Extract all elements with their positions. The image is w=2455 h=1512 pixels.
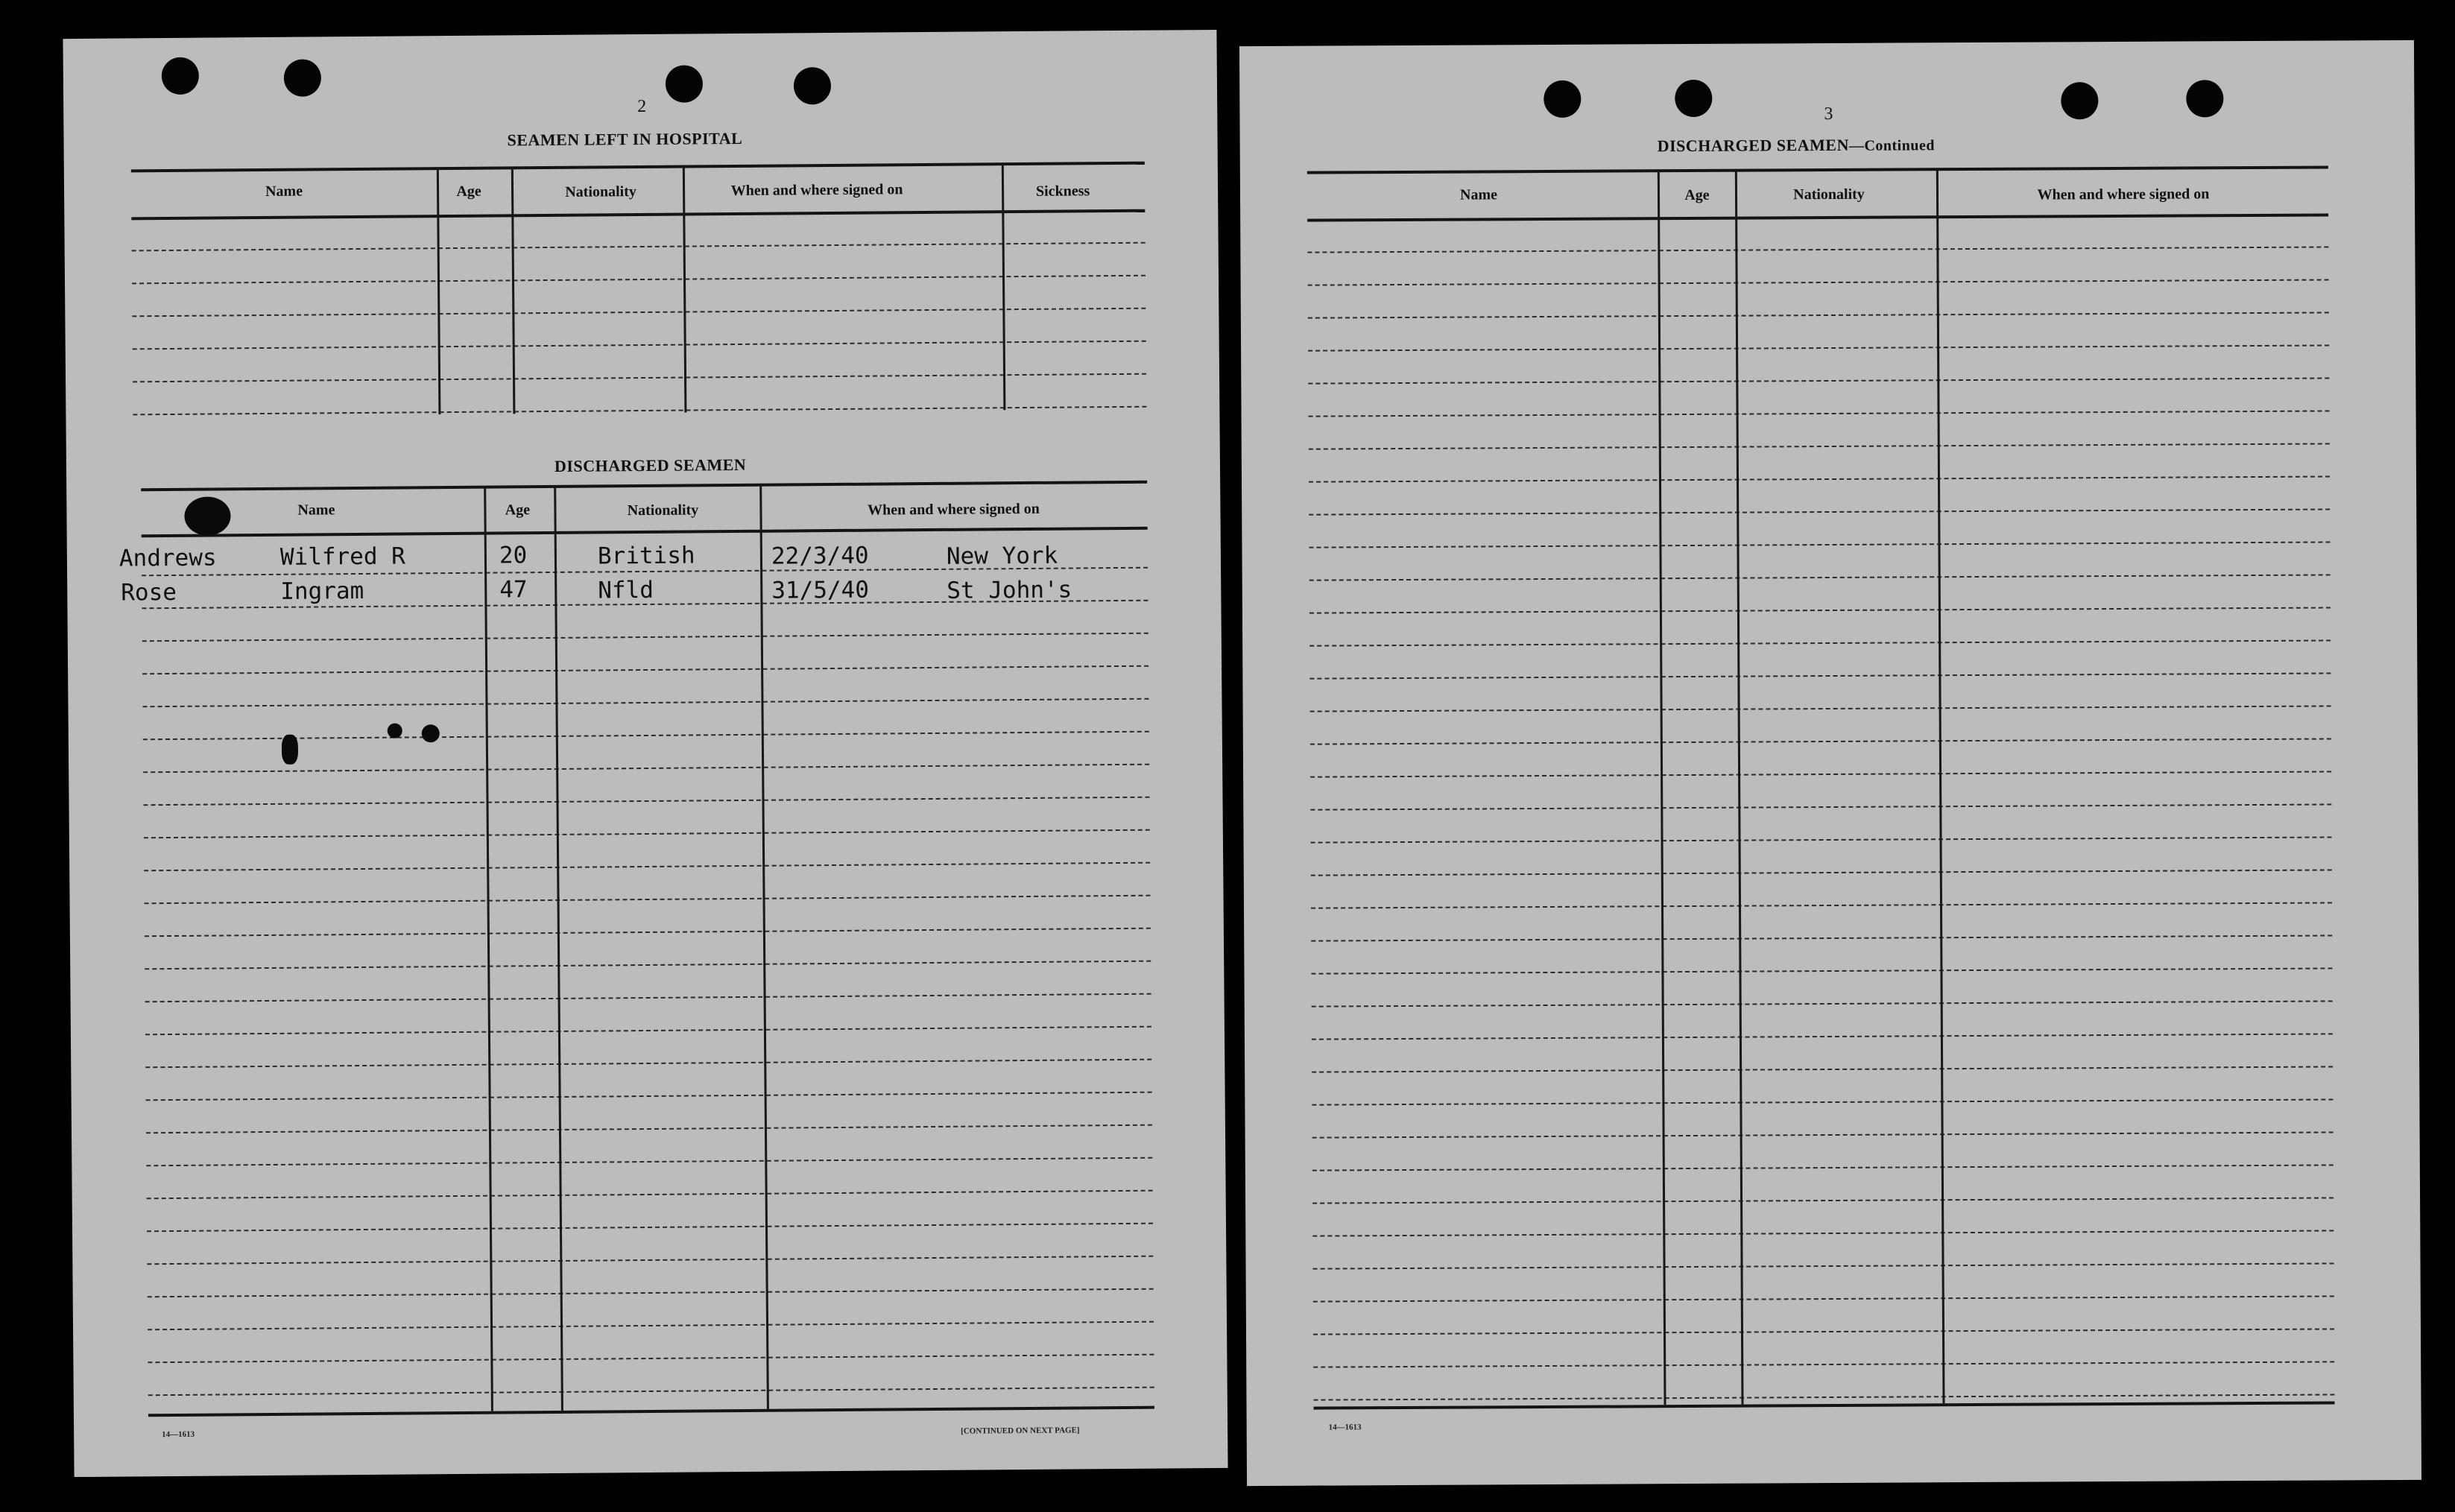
column-divider [759,485,769,1409]
discharged-section-title: DISCHARGED SEAMEN [554,455,747,475]
row-age: 47 [499,576,528,604]
ruled-line [142,633,1148,642]
ruled-line [1312,1197,2334,1203]
ruled-line [1309,672,2331,679]
ruled-line [1308,344,2329,351]
ruled-line [1313,1295,2334,1302]
ruled-line [145,895,1151,905]
row-given-name: Wilfred R [279,543,406,571]
ruled-line [145,961,1151,970]
ruled-line [133,373,1146,383]
column-divider [1735,171,1744,1405]
ruled-line [1312,1033,2333,1040]
ruled-line [1309,443,2330,449]
ink-blot [282,735,298,765]
ruled-line [1308,311,2329,318]
form-number: 14—1613 [1328,1423,1362,1432]
ruled-line [148,1288,1154,1298]
ruled-line [1308,377,2329,384]
ruled-line [144,862,1150,872]
ruled-line [142,665,1148,675]
ruled-line [132,242,1146,252]
title-suffix: —Continued [1848,137,1936,154]
ruled-line [1309,607,2331,613]
hospital-section-title: SEAMEN LEFT IN HOSPITAL [507,128,743,150]
ruled-line [1312,1230,2334,1236]
col-header-name: Name [1459,186,1498,203]
ruled-line [148,1321,1154,1331]
column-divider [484,487,493,1411]
table-rule [1314,1401,2335,1409]
ruled-line [132,308,1146,317]
punch-hole [1544,80,1581,118]
row-nationality: Nfld [598,576,654,604]
ruled-line [1310,738,2331,744]
ruled-line [147,1223,1153,1233]
punch-hole [162,57,199,95]
column-divider [437,168,441,414]
ruled-line [142,698,1148,708]
table-rule [148,1406,1154,1417]
ink-blot [184,496,230,535]
table-rule [142,527,1148,538]
ruled-line [148,1387,1154,1396]
ruled-line [1312,1131,2334,1138]
col-header-name: Name [297,502,335,519]
column-divider [511,168,516,414]
ruled-line [144,829,1150,839]
discharged-continued-title [1658,135,1935,156]
ruled-line [147,1256,1153,1265]
row-signed-place: New York [946,542,1058,570]
col-header-name: Name [265,183,303,200]
table-rule [1307,213,2328,221]
column-divider [1936,169,1945,1403]
ruled-line [1311,836,2332,843]
punch-hole [2186,80,2223,117]
ruled-line [1309,475,2330,482]
page-number: 2 [637,96,647,117]
ruled-line [1310,771,2331,777]
punch-hole [794,67,831,104]
ruled-line [145,993,1151,1003]
ruled-line [1309,508,2330,515]
punch-hole [2061,82,2098,119]
left-page [63,30,1228,1477]
ruled-line [1311,934,2332,941]
ruled-line [146,1157,1152,1167]
ruled-line [145,1059,1151,1069]
ruled-line [133,406,1146,416]
col-header-nationality: Nationality [565,183,636,200]
ruled-line [1312,1000,2333,1007]
ruled-line [1308,279,2329,285]
ruled-line [1309,410,2330,417]
ruled-line [148,1354,1154,1364]
table-rule [131,162,1145,173]
col-header-age: Age [1684,186,1710,204]
ruled-line [1309,541,2330,548]
ruled-line [1313,1394,2334,1400]
col-header-signed-on: When and where signed on [730,181,903,200]
ink-blot [388,724,402,738]
row-given-name: Ingram [280,577,364,605]
col-header-age: Age [456,183,481,200]
ruled-line [146,1124,1152,1134]
row-nationality: British [597,542,695,570]
column-divider [554,487,563,1411]
ruled-line [1313,1361,2334,1367]
punch-hole [284,59,321,96]
ruled-line [145,928,1151,937]
right-page [1239,40,2421,1486]
table-rule [141,481,1147,492]
ink-blot [422,724,440,742]
ruled-line [1309,574,2331,581]
table-rule [131,209,1145,221]
ruled-line [1310,803,2331,810]
ruled-line [143,764,1149,774]
row-age: 20 [499,542,528,569]
column-divider [1658,171,1666,1405]
row-signed-place: St John's [947,576,1072,604]
col-header-nationality: Nationality [1793,186,1865,203]
ruled-line [1313,1262,2334,1269]
ruled-line [1311,869,2332,876]
ruled-line [1310,705,2331,712]
row-signed-date: 31/5/40 [771,576,870,604]
row-surname: Andrews [119,544,217,572]
column-divider [1002,164,1006,410]
row-surname: Rose [121,578,177,607]
col-header-signed-on: When and where signed on [2037,186,2210,203]
continued-note: [CONTINUED ON NEXT PAGE] [961,1426,1080,1436]
page-number: 3 [1824,104,1833,124]
ruled-line [1311,967,2332,974]
col-header-signed-on: When and where signed on [867,500,1040,519]
ruled-line [1312,1066,2333,1072]
col-header-age: Age [505,502,531,519]
ruled-line [144,797,1150,806]
ruled-line [1313,1328,2334,1335]
col-header-sickness: Sickness [1035,183,1090,200]
column-divider [683,167,687,413]
form-number: 14—1613 [162,1429,195,1440]
ruled-line [1307,246,2328,253]
punch-hole [666,65,703,102]
table-rule [1307,165,2328,174]
ruled-line [147,1190,1153,1200]
col-header-nationality: Nationality [627,502,699,519]
ruled-line [1309,639,2331,646]
title-main: DISCHARGED SEAMEN [1657,135,1849,156]
ruled-line [1312,1164,2334,1171]
ruled-line [133,341,1146,350]
ruled-line [146,1092,1152,1101]
ruled-line [1312,1098,2333,1105]
ruled-line [145,1026,1151,1036]
row-signed-date: 22/3/40 [771,542,869,570]
ruled-line [1311,902,2332,908]
punch-hole [1675,80,1712,117]
ruled-line [132,275,1146,285]
